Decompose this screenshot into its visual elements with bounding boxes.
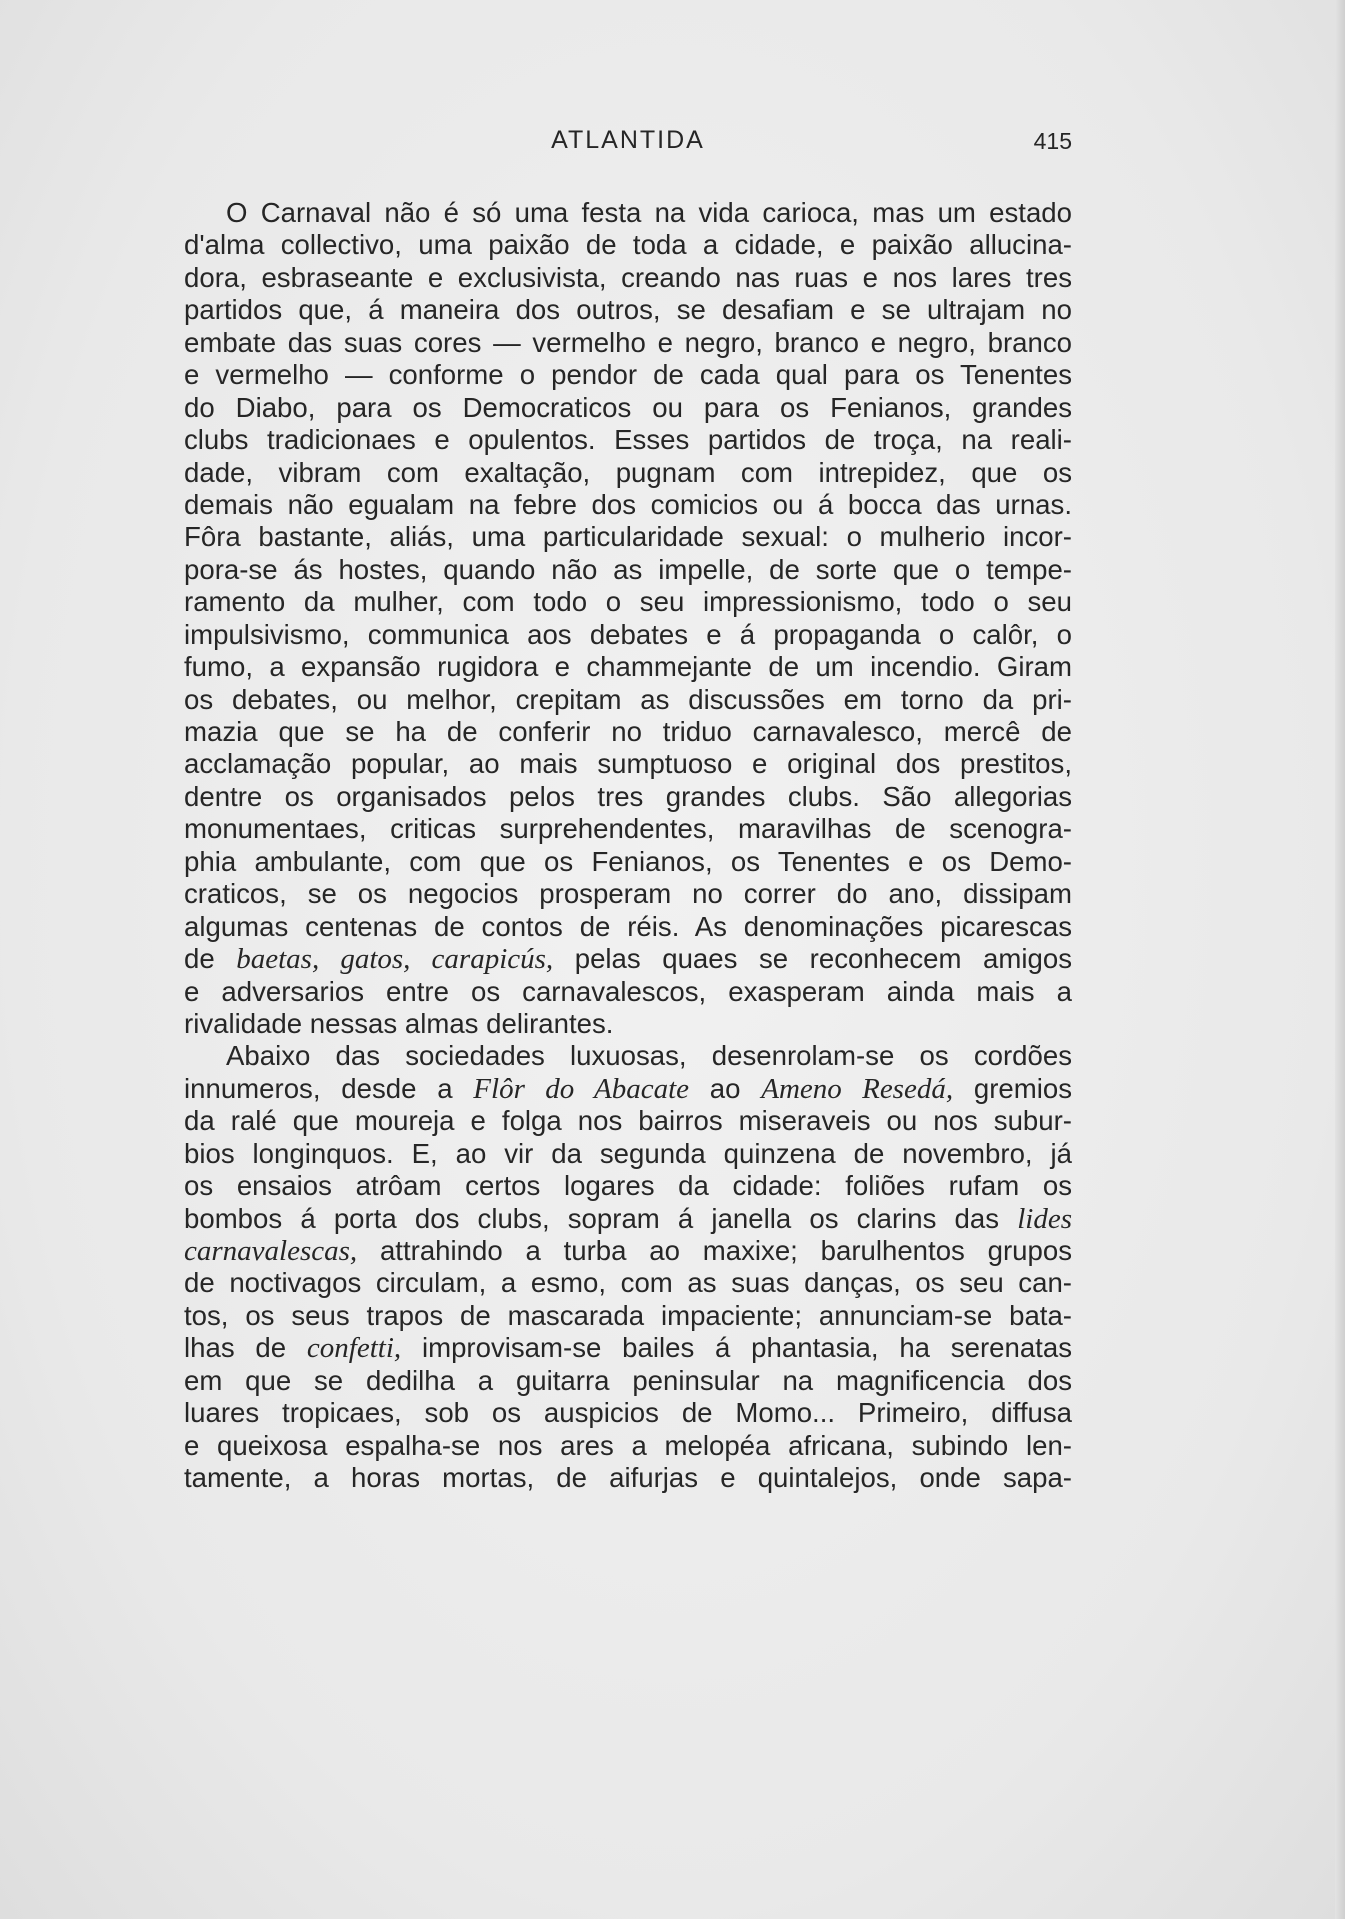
line-text: de: [184, 943, 237, 975]
text-line-with-italics: [184, 943, 1072, 975]
text-line: Fôra bastante, aliás, uma particularidade sexual: o mulherio incor-: [184, 521, 1072, 553]
page-edge: [1335, 0, 1345, 1919]
paragraph-2: [184, 1040, 1072, 1494]
running-title: ATLANTIDA: [551, 126, 705, 154]
text-line: e vermelho — conforme o pendor de cada qual para os Tenentes: [184, 359, 1072, 391]
text-line: do Diabo, para os Democraticos ou para os Fenianos, grandes: [184, 391, 1072, 423]
text-line: em que se dedilha a guitarra peninsular na magnificencia dos: [184, 1364, 1072, 1396]
line-text: ao: [689, 1072, 762, 1104]
text-line: os debates, ou melhor, crepitam as discussões em torno da pri-: [184, 683, 1072, 715]
text-line: d'alma collectivo, uma paixão de toda a cidade, e paixão allucina-: [184, 229, 1072, 261]
text-line: mazia que se ha de conferir no triduo carnavalesco, mercê de: [184, 716, 1072, 747]
text-line: e adversarios entre os carnavalescos, exasperam ainda mais a: [184, 975, 1072, 1007]
text-line: partidos que, á maneira dos outros, se desafiam e se ultrajam no: [184, 294, 1072, 326]
text-line: O Carnaval não é só uma festa na vida carioca, mas um estado: [226, 197, 1072, 228]
line-text: improvisam-se bailes á phantasia, ha serenatas: [401, 1332, 1072, 1364]
text-line: fumo, a expansão rugidora e chammejante de um incendio. Giram: [184, 651, 1072, 683]
text-line: clubs tradicionaes e opulentos. Esses partidos de troça, na reali-: [184, 424, 1072, 456]
italic-text: baetas, gatos, carapicús,: [236, 943, 554, 976]
text-line: dora, esbraseante e exclusivista, creando nas ruas e nos lares tres: [184, 261, 1072, 293]
italic-text: lides: [1017, 1202, 1072, 1235]
text-line-with-italics: [184, 1235, 1072, 1267]
text-line: os ensaios atrôam certos logares da cidade: foliões rufam os: [184, 1170, 1072, 1202]
line-text: attrahindo a turba ao maxixe; barulhentos grupos: [357, 1235, 1072, 1266]
text-line: dade, vibram com exaltação, pugnam com intrepidez, que os: [184, 456, 1072, 488]
line-text: lhas de: [184, 1332, 307, 1364]
text-line: tos, os seus trapos de mascarada impaciente; annunciam-se bata-: [184, 1299, 1072, 1331]
text-line: luares tropicaes, sob os auspicios de Momo... Primeiro, diffusa: [184, 1397, 1072, 1429]
body-text: [184, 197, 1072, 1495]
text-line: bios longinquos. E, ao vir da segunda quinzena de novembro, já: [184, 1137, 1072, 1169]
text-line: rivalidade nessas almas delirantes.: [184, 1007, 614, 1039]
text-line: algumas centenas de contos de réis. As denominações picarescas: [184, 910, 1072, 942]
line-text: gremios: [953, 1072, 1072, 1104]
text-line: embate das suas cores — vermelho e negro, branco e negro, branco: [184, 326, 1072, 358]
text-line-with-italics: [184, 1073, 1072, 1105]
text-line: acclamação popular, ao mais sumptuoso e original dos prestitos,: [184, 748, 1072, 780]
text-line: tamente, a horas mortas, de aifurjas e quintalejos, onde sapa-: [184, 1462, 1072, 1494]
text-line-with-italics: [184, 1332, 1072, 1364]
text-line: e queixosa espalha-se nos ares a melopéa africana, subindo len-: [184, 1429, 1072, 1461]
text-line: dentre os organisados pelos tres grandes clubs. São allegorias: [184, 780, 1072, 812]
line-text: pelas quaes se reconhecem amigos: [553, 943, 1072, 975]
italic-text: Flôr do Abacate: [473, 1072, 690, 1105]
text-line: impulsivismo, communica aos debates e á propaganda o calôr, o: [184, 618, 1072, 650]
text-line: Abaixo das sociedades luxuosas, desenrolam-se os cordões: [226, 1040, 1072, 1072]
line-text: bombos á porta dos clubs, sopram á janella os clarins das: [184, 1202, 1018, 1234]
italic-text: carnavalescas,: [184, 1235, 358, 1267]
paragraph-1: [184, 197, 1072, 1040]
text-line: craticos, se os negocios prosperam no correr do ano, dissipam: [184, 878, 1072, 910]
text-line: monumentaes, criticas surprehendentes, maravilhas de scenogra-: [184, 813, 1072, 845]
italic-text: confetti,: [306, 1332, 402, 1365]
line-text: innumeros, desde a: [184, 1072, 474, 1104]
text-line: pora-se ás hostes, quando não as impelle, de sorte que o tempe-: [184, 553, 1072, 585]
text-line: de noctivagos circulam, a esmo, com as suas danças, os seu can-: [184, 1267, 1072, 1299]
text-line: demais não egualam na febre dos comicios ou á bocca das urnas.: [184, 488, 1072, 520]
page-header: [184, 126, 1072, 160]
text-line: da ralé que moureja e folga nos bairros miseraveis ou nos subur-: [184, 1105, 1072, 1137]
page-number: 415: [1033, 128, 1072, 154]
text-line-with-italics: [184, 1203, 1072, 1235]
italic-text: Ameno Resedá,: [761, 1072, 954, 1105]
text-line: ramento da mulher, com todo o seu impressionismo, todo o seu: [184, 586, 1072, 618]
text-line: phia ambulante, com que os Fenianos, os Tenentes e os Demo-: [184, 845, 1072, 877]
